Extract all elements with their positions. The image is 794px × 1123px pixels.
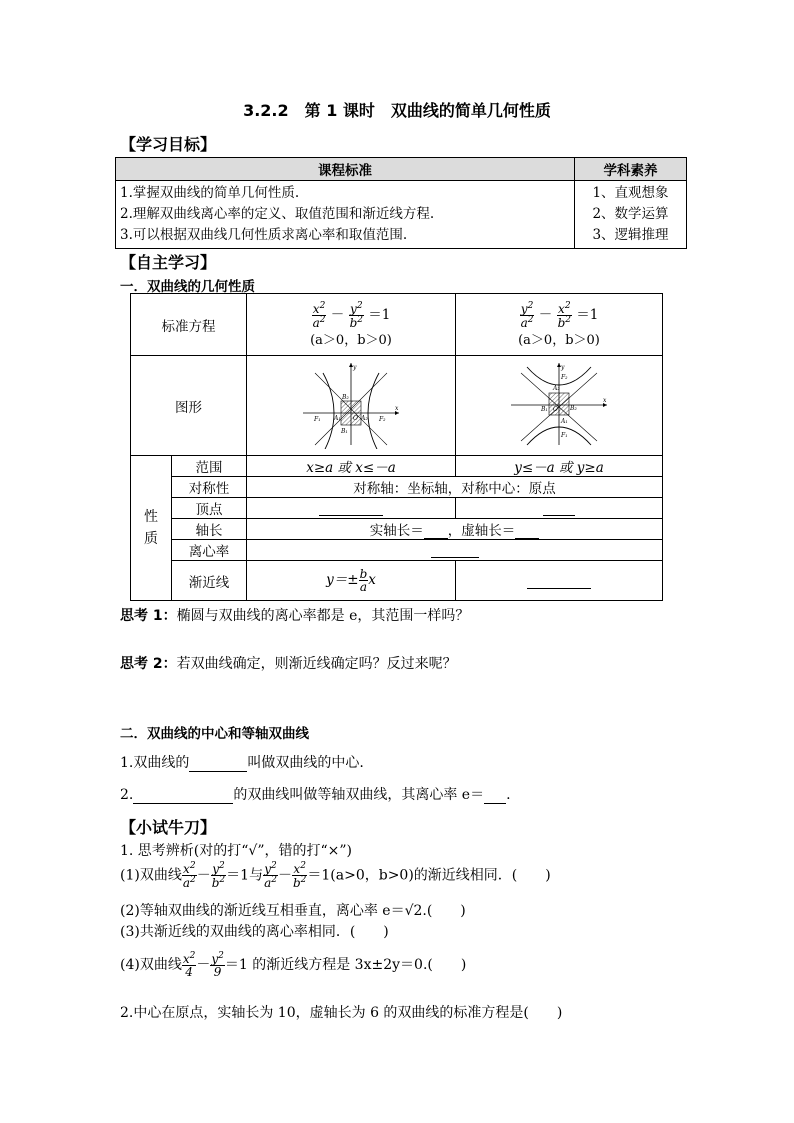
svg-text:O: O (553, 405, 558, 413)
frac-y2a2: $\frac{y^2}{a^2}$ (520, 300, 534, 330)
range-left: x≥a 或 x≤－a (247, 456, 456, 477)
svg-text:A₂: A₂ (361, 414, 368, 422)
frac-x2b2: $\frac{x^2}{b^2}$ (557, 300, 571, 330)
literacy-item: 3、逻辑推理 (592, 227, 669, 243)
literacy-cell (575, 181, 687, 249)
svg-text:F₂: F₂ (561, 373, 568, 381)
row-graph-label: 图形 (131, 356, 247, 456)
literacy-item: 1、直观想象 (592, 185, 669, 201)
answer-blank[interactable] (133, 789, 233, 804)
prop-label: 轴长 (172, 519, 247, 540)
graph-right (456, 356, 663, 456)
axis-length (247, 519, 663, 540)
part2-heading: 二．双曲线的中心和等轴双曲线 (120, 726, 309, 742)
try-q2: 2.中心在原点，实轴长为 10，虚轴长为 6 的双曲线的标准方程是( ) (120, 1005, 563, 1021)
think-1: 思考 1：椭圆与双曲线的离心率都是 e，其范围一样吗？ (120, 608, 470, 624)
graph-left (247, 356, 456, 456)
standard-item: 3.可以根据双曲线几何性质求离心率和取值范围. (120, 227, 408, 243)
standard-item: 2.理解双曲线离心率的定义、取值范围和渐近线方程. (120, 206, 435, 222)
prop-label: 对称性 (172, 477, 247, 498)
prop-label: 范围 (172, 456, 247, 477)
frac-x2a2: $\frac{x^2}{a^2}$ (312, 300, 326, 330)
hyperbola-y-graph (509, 359, 609, 449)
svg-text:F₁: F₁ (561, 431, 568, 439)
answer-blank[interactable] (543, 503, 575, 516)
svg-text:y: y (353, 363, 357, 371)
frac-y2b2: $\frac{y^2}{b^2}$ (349, 300, 363, 330)
prop-label: 渐近线 (172, 561, 247, 601)
svg-text:O: O (353, 414, 358, 422)
part1-heading: 一．双曲线的几何性质 (120, 279, 255, 295)
range-right: y≤－a 或 y≥a (456, 456, 663, 477)
hyperbola-x-graph (301, 359, 401, 449)
section-try: 【小试牛刀】 (120, 818, 217, 837)
svg-text:y: y (561, 363, 565, 371)
literacy-item: 2、数学运算 (592, 206, 669, 222)
axis-imag-label: ，虚轴长＝ (447, 523, 516, 539)
try-q1-3: (3)共渐近线的双曲线的离心率相同．( ) (120, 924, 389, 940)
svg-text:A₁: A₁ (334, 414, 341, 422)
svg-text:B₂: B₂ (570, 404, 577, 412)
std-eq-x: $\frac{x^2}{a^2}$ － $\frac{y^2}{b^2}$ ＝1 (a＞0，b＞0) (247, 294, 456, 356)
frac-b-a: $\frac{b}{a}$ (359, 567, 368, 594)
condition-left: (a＞0，b＞0) (310, 332, 392, 348)
svg-text:x: x (395, 404, 399, 412)
answer-blank[interactable] (527, 576, 591, 589)
svg-text:A₁: A₁ (561, 417, 568, 425)
svg-text:A₂: A₂ (553, 384, 560, 392)
properties-table (130, 293, 663, 601)
try-q1-4: (4)双曲线 $\frac{x^2}{4}$ － $\frac{y^2}{9}$ ＝1 的渐近线方程是 3x±2y＝0.( ) (120, 951, 467, 979)
page-title: 3.2.2 第 1 课时 双曲线的简单几何性质 (243, 101, 551, 120)
symmetry-value: 对称轴：坐标轴，对称中心：原点 (247, 477, 663, 498)
standard-item: 1.掌握双曲线的简单几何性质. (120, 185, 300, 201)
try-q1-1: (1)双曲线 $\frac{x^2}{a^2}$ － $\frac{y^2}{b^2}$ ＝1与 $\frac{y^2}{a^2}$ － $\frac{x^2}{b^2}$ ＝1(a>0，b>0)的渐近线相同．( ) (120, 861, 551, 890)
goals-table (115, 157, 687, 249)
svg-text:B₁: B₁ (341, 427, 348, 435)
answer-blank[interactable] (515, 526, 539, 539)
svg-text:F₂: F₂ (379, 415, 386, 423)
svg-text:x: x (603, 396, 607, 404)
standards-cell (116, 181, 575, 249)
eccentricity (247, 540, 663, 561)
think-2: 思考 2：若双曲线确定，则渐近线确定吗？反过来呢？ (120, 656, 457, 672)
vertex-right (456, 498, 663, 519)
answer-blank[interactable] (484, 789, 506, 804)
answer-blank[interactable] (319, 503, 383, 516)
prop-label: 离心率 (172, 540, 247, 561)
section-goals: 【学习目标】 (120, 135, 217, 154)
answer-blank[interactable] (424, 526, 448, 539)
asymptote-right (456, 561, 663, 601)
header-literacy: 学科素养 (575, 158, 687, 181)
part2-line2: 2. 的双曲线叫做等轴双曲线，其离心率 e＝ . (120, 787, 511, 803)
svg-text:B₂: B₂ (342, 393, 349, 401)
axis-real-label: 实轴长＝ (369, 523, 424, 539)
answer-blank[interactable] (431, 545, 479, 558)
std-eq-y: $\frac{y^2}{a^2}$ － $\frac{x^2}{b^2}$ ＝1 (a＞0，b＞0) (456, 294, 663, 356)
part2-line1: 1.双曲线的 叫做双曲线的中心. (120, 755, 364, 771)
try-q1-2: (2)等轴双曲线的渐近线互相垂直，离心率 e＝√2.( ) (120, 903, 466, 919)
header-standard: 课程标准 (116, 158, 575, 181)
answer-blank[interactable] (189, 757, 247, 772)
vertex-left (247, 498, 456, 519)
svg-text:B₁: B₁ (541, 405, 548, 413)
section-self-study: 【自主学习】 (120, 253, 217, 272)
svg-text:F₁: F₁ (314, 415, 321, 423)
row-std-label: 标准方程 (131, 294, 247, 356)
row-prop-label: 性 质 (131, 456, 172, 601)
prop-label: 顶点 (172, 498, 247, 519)
condition-right: (a＞0，b＞0) (518, 332, 600, 348)
asymptote-left: y＝± $\frac{b}{a}$ x (247, 561, 456, 601)
try-q1: 1. 思考辨析(对的打“√”，错的打“×”) (120, 843, 353, 859)
